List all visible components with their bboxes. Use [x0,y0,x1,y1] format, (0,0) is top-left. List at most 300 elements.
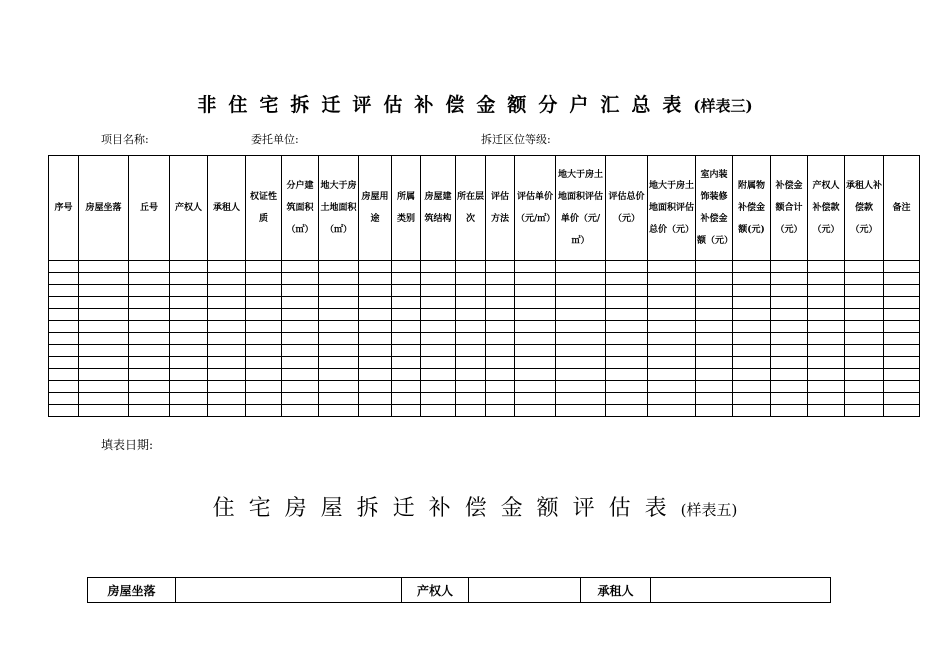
table-cell[interactable] [486,273,515,285]
table-cell[interactable] [359,273,392,285]
table-cell[interactable] [884,393,920,405]
table-cell[interactable] [208,333,246,345]
table-cell[interactable] [421,297,456,309]
table-cell[interactable] [319,345,359,357]
table-cell[interactable] [282,357,319,369]
table-cell[interactable] [486,309,515,321]
table-cell[interactable] [606,393,648,405]
table-cell[interactable] [282,405,319,417]
table-cell[interactable] [884,345,920,357]
table-cell[interactable] [648,393,696,405]
table-cell[interactable] [884,309,920,321]
table-cell[interactable] [129,309,170,321]
table-cell[interactable] [556,285,606,297]
table-cell[interactable] [733,297,771,309]
table-cell[interactable] [359,321,392,333]
table-cell[interactable] [771,345,808,357]
table-cell[interactable] [845,357,884,369]
table-cell[interactable] [515,357,556,369]
table-cell[interactable] [606,333,648,345]
table-cell[interactable] [808,357,845,369]
table-cell[interactable] [771,393,808,405]
table-cell[interactable] [421,345,456,357]
table-cell[interactable] [771,273,808,285]
table-cell[interactable] [129,333,170,345]
table-cell[interactable] [606,321,648,333]
table-cell[interactable] [392,405,421,417]
table-cell[interactable] [170,309,208,321]
table-cell[interactable] [359,261,392,273]
table-cell[interactable] [606,369,648,381]
table-cell[interactable] [515,369,556,381]
table-cell[interactable] [606,345,648,357]
table-cell[interactable] [129,273,170,285]
table-cell[interactable] [456,345,486,357]
table-cell[interactable] [282,333,319,345]
table-cell[interactable] [771,261,808,273]
table-cell[interactable] [648,405,696,417]
table-cell[interactable] [771,297,808,309]
table-cell[interactable] [392,297,421,309]
table-cell[interactable] [486,357,515,369]
table-cell[interactable] [282,393,319,405]
table-cell[interactable] [486,381,515,393]
table-cell[interactable] [456,381,486,393]
table-cell[interactable] [282,297,319,309]
table-cell[interactable] [208,309,246,321]
table-cell[interactable] [208,393,246,405]
table-cell[interactable] [79,261,129,273]
table-cell[interactable] [808,381,845,393]
table-cell[interactable] [392,285,421,297]
table-cell[interactable] [456,261,486,273]
table-cell[interactable] [884,297,920,309]
table-cell[interactable] [486,405,515,417]
table-cell[interactable] [845,333,884,345]
table-cell[interactable] [771,381,808,393]
table-cell[interactable] [246,357,282,369]
table-cell[interactable] [421,393,456,405]
table-cell[interactable] [648,297,696,309]
table-cell[interactable] [49,297,79,309]
table-cell[interactable] [515,405,556,417]
table-cell[interactable] [486,393,515,405]
table-cell[interactable] [556,297,606,309]
table-cell[interactable] [845,345,884,357]
table-cell[interactable] [79,285,129,297]
table-cell[interactable] [648,381,696,393]
table-cell[interactable] [456,357,486,369]
table-cell[interactable] [170,333,208,345]
table-cell[interactable] [392,321,421,333]
table-cell[interactable] [170,321,208,333]
table-cell[interactable] [421,309,456,321]
table-cell[interactable] [421,321,456,333]
table-cell[interactable] [392,381,421,393]
table-cell[interactable] [808,345,845,357]
table-cell[interactable] [79,273,129,285]
house-location-cell[interactable] [176,578,402,603]
table-cell[interactable] [556,393,606,405]
table-cell[interactable] [246,309,282,321]
table-cell[interactable] [884,273,920,285]
table-cell[interactable] [884,381,920,393]
table-cell[interactable] [733,357,771,369]
table-cell[interactable] [319,369,359,381]
table-cell[interactable] [515,393,556,405]
table-cell[interactable] [129,297,170,309]
table-cell[interactable] [359,369,392,381]
table-cell[interactable] [208,321,246,333]
table-cell[interactable] [392,309,421,321]
table-cell[interactable] [208,381,246,393]
table-cell[interactable] [648,273,696,285]
table-cell[interactable] [808,273,845,285]
table-cell[interactable] [486,261,515,273]
table-cell[interactable] [282,369,319,381]
table-cell[interactable] [49,345,79,357]
table-cell[interactable] [246,381,282,393]
table-cell[interactable] [170,297,208,309]
table-cell[interactable] [319,273,359,285]
table-cell[interactable] [733,393,771,405]
table-cell[interactable] [456,333,486,345]
table-cell[interactable] [359,297,392,309]
table-cell[interactable] [246,261,282,273]
table-cell[interactable] [733,333,771,345]
table-cell[interactable] [129,393,170,405]
table-cell[interactable] [246,285,282,297]
table-cell[interactable] [696,285,733,297]
table-cell[interactable] [456,321,486,333]
table-cell[interactable] [733,261,771,273]
table-cell[interactable] [606,357,648,369]
table-cell[interactable] [696,261,733,273]
table-cell[interactable] [606,309,648,321]
table-cell[interactable] [392,333,421,345]
table-cell[interactable] [808,285,845,297]
table-cell[interactable] [648,285,696,297]
table-cell[interactable] [845,273,884,285]
table-cell[interactable] [129,405,170,417]
table-cell[interactable] [808,369,845,381]
table-cell[interactable] [129,285,170,297]
table-cell[interactable] [456,405,486,417]
table-cell[interactable] [696,369,733,381]
table-cell[interactable] [733,309,771,321]
table-cell[interactable] [733,345,771,357]
table-cell[interactable] [359,405,392,417]
table-cell[interactable] [208,261,246,273]
table-cell[interactable] [515,297,556,309]
table-cell[interactable] [771,285,808,297]
table-cell[interactable] [808,321,845,333]
table-cell[interactable] [392,261,421,273]
table-cell[interactable] [771,333,808,345]
table-cell[interactable] [556,369,606,381]
table-cell[interactable] [696,273,733,285]
table-cell[interactable] [319,309,359,321]
table-cell[interactable] [170,345,208,357]
table-cell[interactable] [884,261,920,273]
table-cell[interactable] [79,309,129,321]
table-cell[interactable] [808,405,845,417]
table-cell[interactable] [170,405,208,417]
table-cell[interactable] [845,381,884,393]
table-cell[interactable] [486,345,515,357]
table-cell[interactable] [392,273,421,285]
table-cell[interactable] [556,309,606,321]
table-cell[interactable] [515,309,556,321]
table-cell[interactable] [129,357,170,369]
table-cell[interactable] [733,405,771,417]
table-cell[interactable] [129,381,170,393]
table-cell[interactable] [486,321,515,333]
table-cell[interactable] [319,405,359,417]
table-cell[interactable] [282,309,319,321]
table-cell[interactable] [170,393,208,405]
table-cell[interactable] [515,321,556,333]
table-cell[interactable] [359,357,392,369]
table-cell[interactable] [421,381,456,393]
table-cell[interactable] [696,309,733,321]
table-cell[interactable] [771,369,808,381]
table-cell[interactable] [696,297,733,309]
table-cell[interactable] [808,393,845,405]
table-cell[interactable] [648,369,696,381]
table-cell[interactable] [359,285,392,297]
table-cell[interactable] [845,393,884,405]
table-cell[interactable] [556,405,606,417]
table-cell[interactable] [282,273,319,285]
table-cell[interactable] [246,345,282,357]
table-cell[interactable] [79,381,129,393]
table-cell[interactable] [49,261,79,273]
table-cell[interactable] [392,393,421,405]
table-cell[interactable] [421,261,456,273]
table-cell[interactable] [129,261,170,273]
table-cell[interactable] [246,369,282,381]
table-cell[interactable] [79,333,129,345]
table-cell[interactable] [556,261,606,273]
table-cell[interactable] [208,285,246,297]
table-cell[interactable] [845,261,884,273]
table-cell[interactable] [392,345,421,357]
table-cell[interactable] [79,321,129,333]
table-cell[interactable] [515,261,556,273]
table-cell[interactable] [49,369,79,381]
table-cell[interactable] [696,345,733,357]
table-cell[interactable] [79,393,129,405]
table-cell[interactable] [845,405,884,417]
table-cell[interactable] [556,321,606,333]
table-cell[interactable] [648,261,696,273]
table-cell[interactable] [170,285,208,297]
table-cell[interactable] [359,381,392,393]
table-cell[interactable] [845,285,884,297]
table-cell[interactable] [421,273,456,285]
table-cell[interactable] [884,333,920,345]
table-cell[interactable] [606,297,648,309]
table-cell[interactable] [282,285,319,297]
table-cell[interactable] [246,333,282,345]
table-cell[interactable] [606,261,648,273]
table-cell[interactable] [170,357,208,369]
table-cell[interactable] [208,405,246,417]
table-cell[interactable] [49,405,79,417]
table-cell[interactable] [515,333,556,345]
tenant-cell[interactable] [651,578,831,603]
table-cell[interactable] [606,273,648,285]
table-cell[interactable] [515,345,556,357]
table-cell[interactable] [884,285,920,297]
table-cell[interactable] [515,381,556,393]
table-cell[interactable] [282,381,319,393]
table-cell[interactable] [733,381,771,393]
table-cell[interactable] [696,393,733,405]
table-cell[interactable] [648,321,696,333]
table-cell[interactable] [170,381,208,393]
table-cell[interactable] [282,345,319,357]
table-cell[interactable] [515,273,556,285]
table-cell[interactable] [359,333,392,345]
table-cell[interactable] [282,261,319,273]
table-cell[interactable] [49,393,79,405]
table-cell[interactable] [246,273,282,285]
table-cell[interactable] [515,285,556,297]
table-cell[interactable] [79,357,129,369]
table-cell[interactable] [884,369,920,381]
table-cell[interactable] [49,273,79,285]
table-cell[interactable] [170,261,208,273]
table-cell[interactable] [606,285,648,297]
table-cell[interactable] [319,321,359,333]
table-cell[interactable] [421,405,456,417]
table-cell[interactable] [319,393,359,405]
table-cell[interactable] [884,357,920,369]
table-cell[interactable] [733,369,771,381]
table-cell[interactable] [808,261,845,273]
table-cell[interactable] [884,321,920,333]
table-cell[interactable] [79,297,129,309]
table-cell[interactable] [486,333,515,345]
table-cell[interactable] [771,357,808,369]
table-cell[interactable] [733,285,771,297]
table-cell[interactable] [79,405,129,417]
table-cell[interactable] [648,333,696,345]
table-cell[interactable] [208,297,246,309]
table-cell[interactable] [606,405,648,417]
table-cell[interactable] [648,357,696,369]
table-cell[interactable] [421,369,456,381]
table-cell[interactable] [359,345,392,357]
table-cell[interactable] [129,345,170,357]
table-cell[interactable] [129,369,170,381]
table-cell[interactable] [170,369,208,381]
table-cell[interactable] [696,357,733,369]
table-cell[interactable] [319,285,359,297]
table-cell[interactable] [359,393,392,405]
table-cell[interactable] [79,345,129,357]
table-cell[interactable] [246,321,282,333]
table-cell[interactable] [486,297,515,309]
table-cell[interactable] [246,297,282,309]
table-cell[interactable] [282,321,319,333]
table-cell[interactable] [49,321,79,333]
table-cell[interactable] [696,321,733,333]
table-cell[interactable] [556,357,606,369]
table-cell[interactable] [845,321,884,333]
table-cell[interactable] [319,381,359,393]
table-cell[interactable] [556,333,606,345]
table-cell[interactable] [456,393,486,405]
table-cell[interactable] [421,333,456,345]
table-cell[interactable] [319,261,359,273]
table-cell[interactable] [208,273,246,285]
table-cell[interactable] [884,405,920,417]
table-cell[interactable] [208,369,246,381]
table-cell[interactable] [246,405,282,417]
owner-cell[interactable] [469,578,581,603]
table-cell[interactable] [771,309,808,321]
table-cell[interactable] [49,381,79,393]
table-cell[interactable] [392,357,421,369]
table-cell[interactable] [456,369,486,381]
table-cell[interactable] [170,273,208,285]
table-cell[interactable] [696,381,733,393]
table-cell[interactable] [845,297,884,309]
table-cell[interactable] [556,381,606,393]
table-cell[interactable] [556,273,606,285]
table-cell[interactable] [648,309,696,321]
table-cell[interactable] [456,273,486,285]
table-cell[interactable] [319,333,359,345]
table-cell[interactable] [319,357,359,369]
table-cell[interactable] [486,369,515,381]
table-cell[interactable] [733,273,771,285]
table-cell[interactable] [771,321,808,333]
table-cell[interactable] [421,285,456,297]
table-cell[interactable] [845,309,884,321]
table-cell[interactable] [696,405,733,417]
table-cell[interactable] [392,369,421,381]
table-cell[interactable] [456,309,486,321]
table-cell[interactable] [456,285,486,297]
table-cell[interactable] [49,309,79,321]
table-cell[interactable] [49,357,79,369]
table-cell[interactable] [556,345,606,357]
table-cell[interactable] [319,297,359,309]
table-cell[interactable] [79,369,129,381]
table-cell[interactable] [208,345,246,357]
table-cell[interactable] [808,309,845,321]
table-cell[interactable] [246,393,282,405]
table-cell[interactable] [845,369,884,381]
table-cell[interactable] [486,285,515,297]
table-cell[interactable] [648,345,696,357]
table-cell[interactable] [49,285,79,297]
table-cell[interactable] [808,333,845,345]
table-cell[interactable] [129,321,170,333]
table-cell[interactable] [456,297,486,309]
table-cell[interactable] [421,357,456,369]
table-cell[interactable] [359,309,392,321]
table-cell[interactable] [808,297,845,309]
table-cell[interactable] [208,357,246,369]
table-cell[interactable] [696,333,733,345]
table-cell[interactable] [606,381,648,393]
table-cell[interactable] [771,405,808,417]
